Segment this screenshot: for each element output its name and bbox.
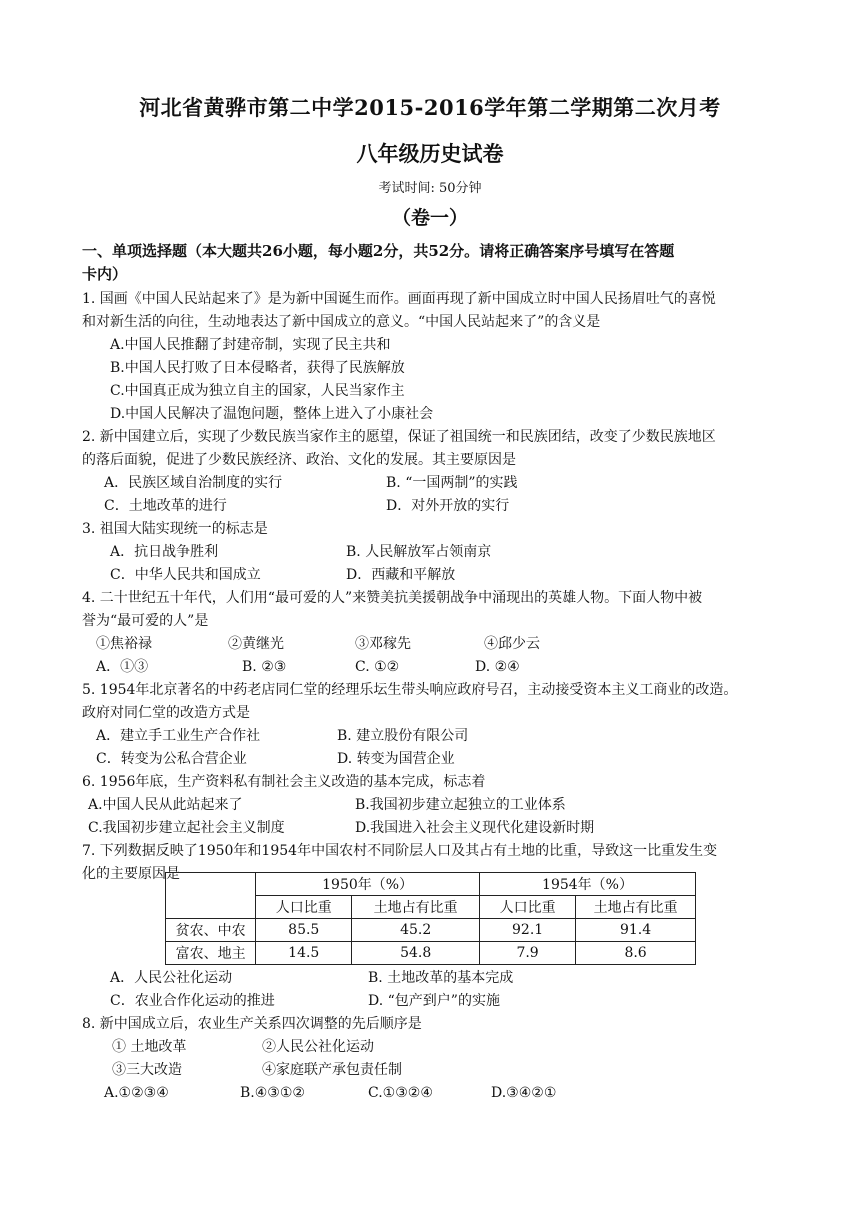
q6-option-a: A.中国人民从此站起来了 xyxy=(88,797,243,813)
q2-option-d: D．对外开放的实行 xyxy=(386,498,510,514)
q1-option-c: C.中国真正成为独立自主的国家，人民当家作主 xyxy=(110,383,405,399)
q1-option-b: B.中国人民打败了日本侵略者，获得了民族解放 xyxy=(110,360,405,376)
q1-stem-line2: 和对新生活的向往，生动地表达了新中国成立的意义。“中国人民站起来了”的含义是 xyxy=(82,314,601,330)
q7-stem-line1: 7. 下列数据反映了1950年和1954年中国农村不同阶层人口及其占有土地的比重，导致这一比重发生变 xyxy=(82,843,718,859)
q7-data-table xyxy=(165,872,696,965)
q4-person-2: ②黄继光 xyxy=(228,636,284,652)
q7-option-a: A．人民公社化运动 xyxy=(110,970,233,986)
table-cell: 92.1 xyxy=(480,919,576,942)
q8-option-b: B.④③①② xyxy=(240,1085,305,1101)
table-cell: 7.9 xyxy=(480,942,576,965)
table-header-pop: 人口比重 xyxy=(256,896,352,919)
table-row-label: 富农、地主 xyxy=(166,942,256,965)
q5-option-d: D. 转变为国营企业 xyxy=(337,751,455,767)
q4-option-a: A．①③ xyxy=(96,659,149,675)
q8-option-a: A.①②③④ xyxy=(104,1085,169,1101)
q7-option-d: D. “包产到户”的实施 xyxy=(368,993,500,1009)
q3-option-a: A．抗日战争胜利 xyxy=(110,544,219,560)
table-header-1950: 1950年（%） xyxy=(256,873,480,896)
q3-option-b: B. 人民解放军占领南京 xyxy=(346,544,492,560)
q7-option-b: B. 土地改革的基本完成 xyxy=(368,970,514,986)
q8-option-c: C.①③②④ xyxy=(368,1085,433,1101)
q1-option-a: A.中国人民推翻了封建帝制，实现了民主共和 xyxy=(110,337,391,353)
table-cell: 14.5 xyxy=(256,942,352,965)
q8-item-1: ① 土地改革 xyxy=(112,1039,187,1055)
q5-option-c: C．转变为公私合营企业 xyxy=(96,751,247,767)
table-header-land: 土地占有比重 xyxy=(576,896,696,919)
table-row xyxy=(166,942,696,965)
q6-option-c: C.我国初步建立起社会主义制度 xyxy=(88,820,285,836)
q1-option-d: D.中国人民解决了温饱问题，整体上进入了小康社会 xyxy=(110,406,434,422)
table-row xyxy=(166,919,696,942)
q6-stem: 6. 1956年底，生产资料私有制社会主义改造的基本完成，标志着 xyxy=(82,774,486,790)
table-header-pop: 人口比重 xyxy=(480,896,576,919)
q2-stem-line2: 的落后面貌，促进了少数民族经济、政治、文化的发展。其主要原因是 xyxy=(82,452,516,468)
q8-stem: 8. 新中国成立后，农业生产关系四次调整的先后顺序是 xyxy=(82,1016,422,1032)
q4-person-4: ④邱少云 xyxy=(484,636,540,652)
q8-item-2: ②人民公社化运动 xyxy=(262,1039,374,1055)
exam-time: 考试时间: 50分钟 xyxy=(378,181,482,196)
q3-option-c: C．中华人民共和国成立 xyxy=(110,567,261,583)
q7-option-c: C．农业合作化运动的推进 xyxy=(110,993,275,1009)
q4-option-d: D. ②④ xyxy=(475,659,520,675)
table-row xyxy=(166,873,696,896)
q3-stem: 3. 祖国大陆实现统一的标志是 xyxy=(82,521,268,537)
table-cell: 91.4 xyxy=(576,919,696,942)
table-corner-cell xyxy=(166,873,256,919)
q4-option-c: C. ①② xyxy=(355,659,400,675)
q4-person-3: ③邓稼先 xyxy=(355,636,411,652)
q4-stem-line2: 誉为“最可爱的人”是 xyxy=(82,613,209,629)
q8-item-4: ④家庭联产承包责任制 xyxy=(262,1062,402,1078)
q4-option-b: B. ②③ xyxy=(242,659,287,675)
table-header-land: 土地占有比重 xyxy=(352,896,480,919)
table-cell: 8.6 xyxy=(576,942,696,965)
q1-stem-line1: 1. 国画《中国人民站起来了》是为新中国诞生而作。画面再现了新中国成立时中国人民扬眉吐气的喜悦 xyxy=(82,291,716,307)
table-cell: 54.8 xyxy=(352,942,480,965)
exam-title: 河北省黄骅市第二中学2015-2016学年第二学期第二次月考 xyxy=(139,95,721,120)
table-header-1954: 1954年（%） xyxy=(480,873,696,896)
exam-subtitle: 八年级历史试卷 xyxy=(356,141,504,166)
q5-option-b: B. 建立股份有限公司 xyxy=(337,728,469,744)
q2-stem-line1: 2. 新中国建立后，实现了少数民族当家作主的愿望，保证了祖国统一和民族团结，改变了少数民族地区 xyxy=(82,429,716,445)
q2-option-a: A．民族区域自治制度的实行 xyxy=(104,475,283,491)
section-heading: 一、单项选择题（本大题共26小题，每小题2分，共52分。请将正确答案序号填写在答题 卡内） xyxy=(82,242,675,283)
q5-stem-line2: 政府对同仁堂的改造方式是 xyxy=(82,705,250,721)
volume-label: （卷一） xyxy=(391,207,468,229)
q6-option-d: D.我国进入社会主义现代化建设新时期 xyxy=(355,820,595,836)
q4-stem-line1: 4. 二十世纪五十年代，人们用“最可爱的人”来赞美抗美援朝战争中涌现出的英雄人物。下面人物中被 xyxy=(82,590,703,606)
q8-option-d: D.③④②① xyxy=(491,1085,557,1101)
table-cell: 45.2 xyxy=(352,919,480,942)
q6-option-b: B.我国初步建立起独立的工业体系 xyxy=(355,797,566,813)
q2-option-c: C．土地改革的进行 xyxy=(104,498,227,514)
q5-stem-line1: 5. 1954年北京著名的中药老店同仁堂的经理乐坛生带头响应政府号召，主动接受资本主义工商业的改造。 xyxy=(82,682,738,698)
table-row-label: 贫农、中农 xyxy=(166,919,256,942)
q4-person-1: ①焦裕禄 xyxy=(96,636,152,652)
q5-option-a: A．建立手工业生产合作社 xyxy=(96,728,261,744)
table-cell: 85.5 xyxy=(256,919,352,942)
q3-option-d: D．西藏和平解放 xyxy=(346,567,456,583)
q2-option-b: B. “一国两制”的实践 xyxy=(386,475,518,491)
q8-item-3: ③三大改造 xyxy=(112,1062,182,1078)
q7-stem-line2: 化的主要原因是 xyxy=(82,866,180,882)
